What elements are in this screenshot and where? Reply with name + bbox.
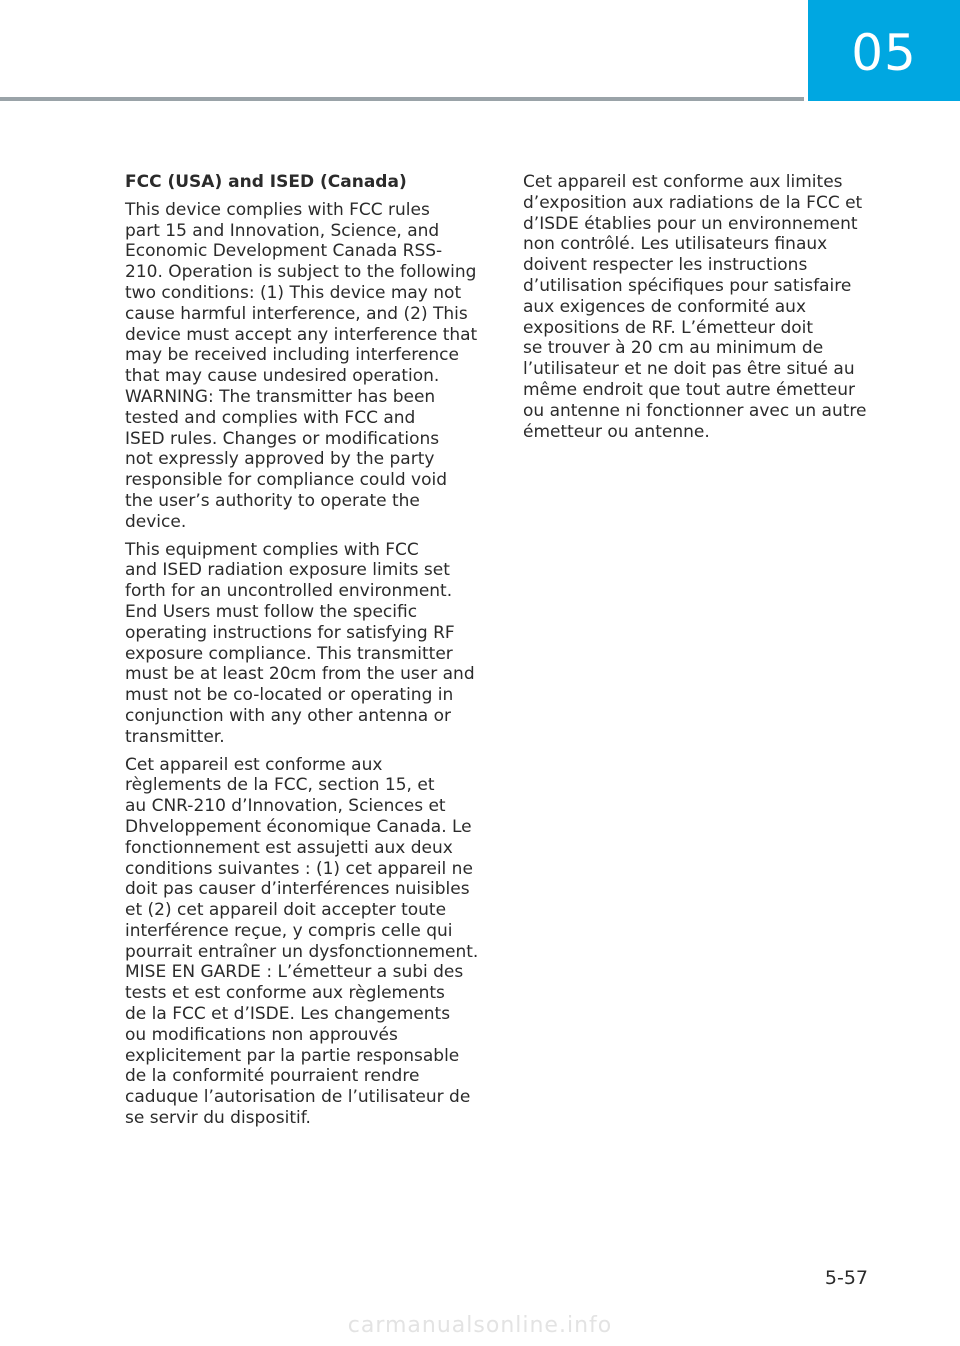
left-column — [125, 172, 495, 1136]
section-heading: FCC (USA) and ISED (Canada) — [125, 172, 407, 192]
french-rf-exposure-paragraph: Cet appareil est conforme aux limites d’exposition aux radiations de la FCC et d’ISDE établies pour un environnement non contrôlé. Les utilisateurs finaux doivent respecter les instructions d’utilisation spécifiques pour satisfaire aux exigences de conformité aux expositions de RF. L’émetteur doit se trouver à 20 cm au minimum de l’utilisateur et ne doit pas être situé au même endroit que tout autre émetteur ou antenne ni fonctionner avec un autre émetteur ou antenne. — [523, 172, 867, 442]
chapter-number: 05 — [851, 23, 917, 82]
watermark: carmanualsonline.info — [347, 1313, 613, 1338]
french-compliance-paragraph: Cet appareil est conforme aux règlements de la FCC, section 15, et au CNR-210 d’Innovation, Sciences et Dhveloppement économique Canada. Le fonctionnement est assujetti aux deux conditions suivantes : (1) cet appareil ne doit pas causer d’interférences nuisibles et (2) cet appareil doit accepter toute interférence reçue, y compris celle qui pourrait entraîner un dysfonctionnement. MISE EN GARDE : L’émetteur a subi des tests et est conforme aux règlements de la FCC et d’ISDE. Les changements ou modifications non approuvés explicitement par la partie responsable de la conformité pourraient rendre caduque l’autorisation de l’utilisateur de se servir du dispositif. — [125, 754, 479, 1129]
rf-exposure-paragraph: This equipment complies with FCC and ISED radiation exposure limits set forth for an uncontrolled environment. End Users must follow the specific operating instructions for satisfying RF exposure compliance. This transmitter must be at least 20cm from the user and must not be co-located or operating in conjunction with any other antenna or transmitter. — [125, 539, 475, 747]
fcc-compliance-paragraph: This device complies with FCC rules part 15 and Innovation, Science, and Economic Development Canada RSS- 210. Operation is subject to the following two conditions: (1) This device may not cause harmful interference, and (2) This device must accept any interference that may be received including interference that may cause undesired operation. WARNING: The transmitter has been tested and complies with FCC and ISED rules. Changes or modifications not expressly approved by the party responsible for compliance could void the user’s authority to operate the device. — [125, 199, 478, 532]
chapter-tab — [808, 0, 960, 101]
right-column — [523, 172, 883, 449]
header-rule — [0, 97, 804, 101]
page-number: 5-57 — [824, 1267, 868, 1289]
